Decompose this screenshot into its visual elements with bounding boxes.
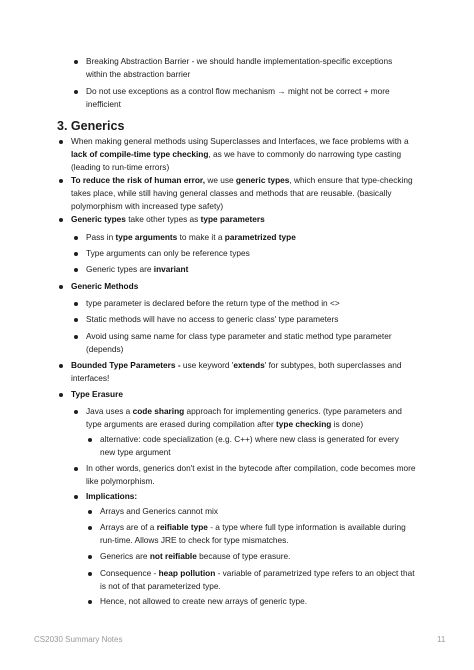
footer-title: CS2030 Summary Notes <box>34 635 123 644</box>
list-item: alternative: code specialization (e.g. C++) where new class is generated for every new type argument <box>100 433 416 459</box>
list-item: Static methods will have no access to generic class' type parameters <box>86 313 416 326</box>
list-item: Generics are not reifiable because of type erasure. <box>100 550 416 563</box>
list-item: Hence, not allowed to create new arrays of generic type. <box>100 595 416 608</box>
list-item: Avoid using same name for class type parameter and static method type parameter (depends) <box>86 330 416 356</box>
list-item <box>86 55 412 81</box>
bullet-text: Breaking Abstraction Barrier - we should handle implementation-specific exceptions within the abstraction barrier <box>86 56 393 80</box>
list-item: Pass in type arguments to make it a parametrized type <box>86 231 416 244</box>
list-item: To reduce the risk of human error, we use generic types, which ensure that type-checking takes place, while still having general classes and methods that are reusable. (basically polymorphism with increased type safety) <box>71 174 416 214</box>
list-item: type parameter is declared before the return type of the method in <> <box>86 297 416 310</box>
section-heading: 3. Generics <box>57 119 125 133</box>
page-number: 11 <box>437 635 446 644</box>
list-item: Arrays are of a reifiable type - a type where full type information is available during run-time. Allows JRE to check for type mismatches. <box>100 521 416 547</box>
list-item: Arrays and Generics cannot mix <box>100 505 416 518</box>
list-item <box>86 85 412 111</box>
list-item: Bounded Type Parameters - use keyword 'extends' for subtypes, both superclasses and interfaces! <box>71 359 416 385</box>
list-item: Generic types take other types as type parameters <box>71 213 416 226</box>
list-item: Type arguments can only be reference types <box>86 247 416 260</box>
list-item: Generic Methods <box>71 280 416 293</box>
bullet-text: Do not use exceptions as a control flow mechanism → might not be correct + more inefficient <box>86 86 390 110</box>
list-item: Java uses a code sharing approach for implementing generics. (type parameters and type arguments are erased during compilation after type checking is done) <box>86 405 416 431</box>
list-item: When making general methods using Superclasses and Interfaces, we face problems with a lack of compile-time type checking, as we have to commonly do narrowing type casting (leading to run-time errors) <box>71 135 416 175</box>
list-item: Generic types are invariant <box>86 263 416 276</box>
list-item: Type Erasure <box>71 388 416 401</box>
list-item: Consequence - heap pollution - variable of parametrized type refers to an object that is not of that parameterized type. <box>100 567 416 593</box>
list-item: In other words, generics don't exist in the bytecode after compilation, code becomes more like polymorphism. <box>86 462 416 488</box>
list-item: Implications: <box>86 490 416 503</box>
